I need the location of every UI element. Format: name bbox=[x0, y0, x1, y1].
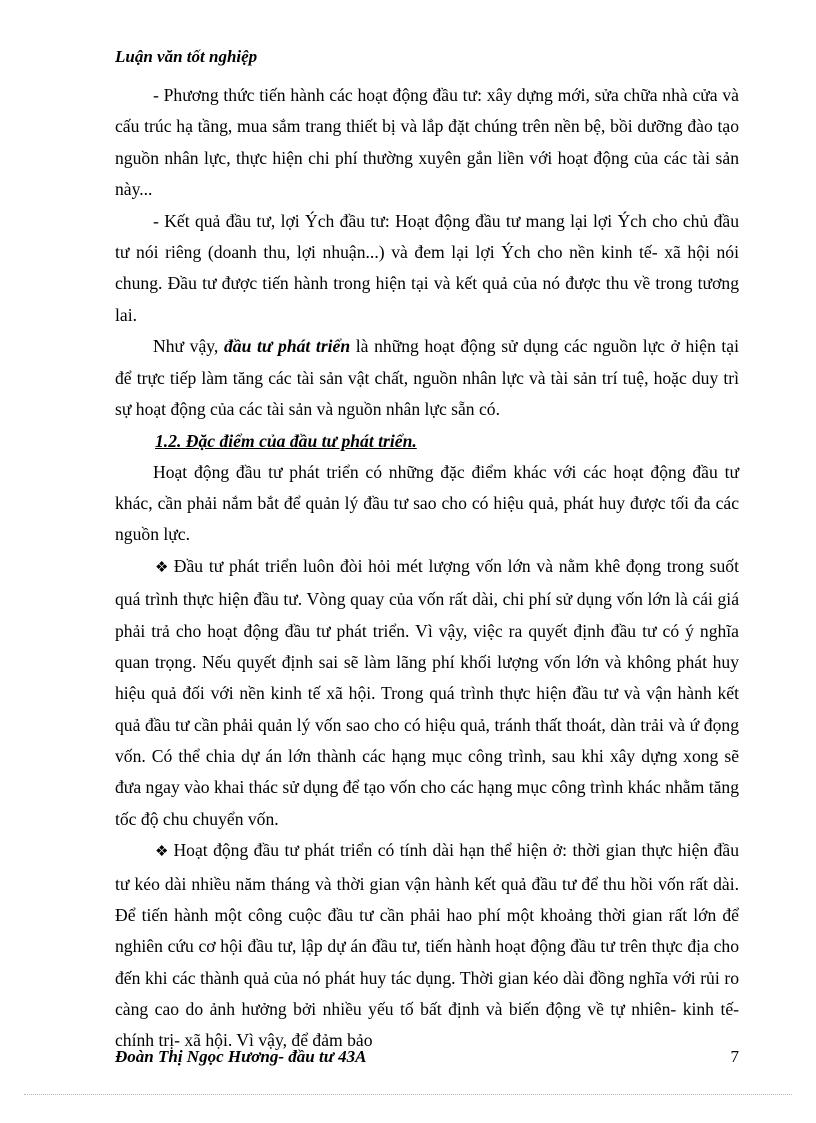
bullet-text: Hoạt động đầu tư phát triển có tính dài hạn thể hiện ở: thời gian thực hiện đầu tư kéo dài nhiều năm tháng và thời gian vận hành kết quả đầu tư để thu hồi vốn rất dài. Để tiến hành một công cuộc đầu tư cần phải hao phí một khoảng thời gian rất lớn để nghiên cứu cơ hội đầu tư, lập dự án đầu tư, tiến hành hoạt động đầu tư trên thực địa cho đến khi các thành quả của nó phát huy tác dụng. Thời gian kéo dài đồng nghĩa với rủi ro càng cao do ảnh hưởng bởi nhiều yếu tố bất định và biến động về tự nhiên- kinh tế- chính trị- xã hội. Vì vậy, để đảm bảo bbox=[115, 840, 739, 1051]
section-heading: 1.2. Đặc điểm của đầu tư phát triển. bbox=[155, 430, 417, 451]
bullet-text: Đầu tư phát triển luôn đòi hỏi mét lượng vốn lớn và nằm khê đọng trong suốt quá trình thực hiện đầu tư. Vòng quay của vốn rất dài, chi phí sử dụng vốn lớn là cái giá phải trả cho hoạt động đầu tư phát triển. Vì vậy, việc ra quyết định đầu tư có ý nghĩa quan trọng. Nếu quyết định sai sẽ làm lãng phí khối lượng vốn lớn và không phát huy hiệu quả đối với nền kinh tế xã hội. Trong quá trình thực hiện đầu tư và vận hành kết quả đầu tư cần phải quản lý vốn sao cho có hiệu quả, tránh thất thoát, dàn trải và ứ đọng vốn. Có thể chia dự án lớn thành các hạng mục công trình, sau khi xây dựng xong sẽ đưa ngay vào khai thác sử dụng để tạo vốn cho các hạng mục công trình khác nhằm tăng tốc độ chu chuyển vốn. bbox=[115, 556, 739, 829]
paragraph-method: - Phương thức tiến hành các hoạt động đầu tư: xây dựng mới, sửa chữa nhà cửa và cấu trúc hạ tầng, mua sắm trang thiết bị và lắp đặt chúng trên nền bệ, bồi dưỡng đào tạo nguồn nhân lực, thực hiện chi phí thường xuyên gắn liền với hoạt động của các tài sản này... bbox=[115, 85, 739, 199]
definition-term: đầu tư phát triển bbox=[223, 336, 351, 357]
diamond-bullet-icon: ❖ bbox=[155, 560, 170, 577]
paragraph-result: - Kết quả đầu tư, lợi Ých đầu tư: Hoạt động đầu tư mang lại lợi Ých cho chủ đầu tư nói riêng (doanh thu, lợi nhuận...) và đem lại lợi Ých cho nền kinh tế- xã hội nói chung. Đầu tư được tiến hành trong hiện tại và kết quả của nó được thu về trong tương lai. bbox=[115, 210, 739, 325]
document-body bbox=[115, 80, 739, 1057]
paragraph-intro: Hoạt động đầu tư phát triển có những đặc điểm khác với các hoạt động đầu tư khác, cần phải nắm bắt để quản lý đầu tư sao cho có hiệu quả, phát huy được tối đa các nguồn lực. bbox=[115, 461, 739, 545]
page-number: 7 bbox=[730, 1047, 739, 1066]
definition-lead: Như vậy, bbox=[153, 336, 224, 357]
footer-author: Đoàn Thị Ngọc Hương- đầu tư 43A bbox=[115, 1047, 367, 1066]
bullet-paragraph-capital bbox=[115, 551, 739, 835]
running-header: Luận văn tốt nghiệp bbox=[115, 47, 258, 66]
running-footer bbox=[115, 1047, 739, 1067]
diamond-bullet-icon: ❖ bbox=[155, 844, 170, 861]
paragraph-definition bbox=[115, 331, 739, 425]
footer-divider bbox=[24, 1094, 792, 1095]
bullet-paragraph-longterm bbox=[115, 835, 739, 1056]
definition-text: là những hoạt động sử dụng các nguồn lực ở hiện tại để trực tiếp làm tăng các tài sản vật chất, nguồn nhân lực và tài sản trí tuệ, hoặc duy trì sự hoạt động của các tài sản và nguồn nhân lực sẵn có. bbox=[115, 336, 739, 419]
